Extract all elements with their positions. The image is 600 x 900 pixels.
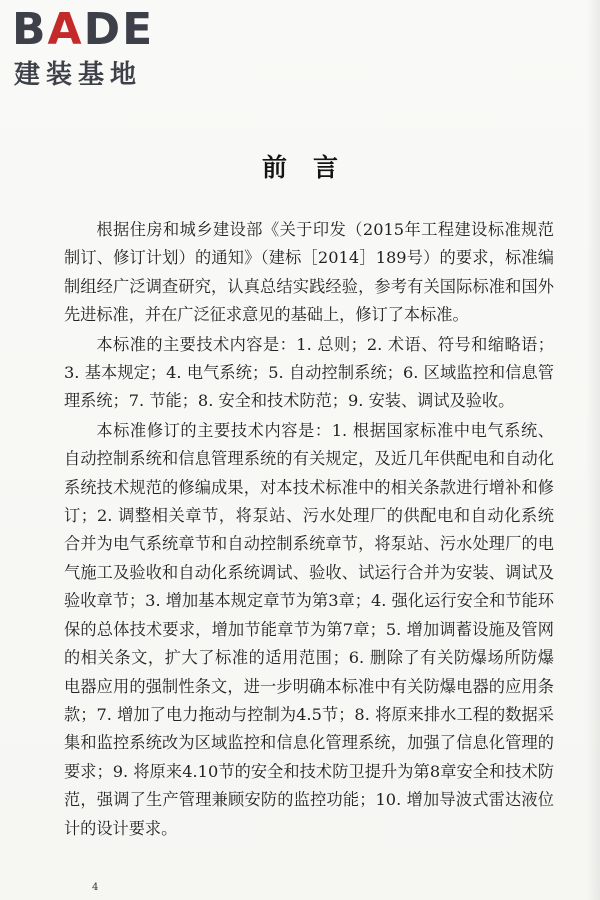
logo-subtitle: 建装基地 [14,60,143,90]
bade-logo [12,6,182,96]
paragraph-main-content: 本标准的主要技术内容是：1. 总则；2. 术语、符号和缩略语；3. 基本规定；4. 电气系统；5. 自动控制系统；6. 区域监控和信息管理系统；7. 节能；8. 安全和技术防范；9. 安装、调试及验收。 [64,334,554,411]
logo-letter-b: B [12,4,48,55]
page-number: 4 [92,882,99,893]
logo-wordmark [12,6,154,54]
paragraph-revisions: 本标准修订的主要技术内容是：1. 根据国家标准中电气系统、自动控制系统和信息管理系统的有关规定，及近几年供配电和自动化系统技术规范的修编成果，对本技术标准中的相关条款进行增补和修订；2. 调整相关章节，将泵站、污水处理厂的供配电和自动化系统合并为电气系统章节和自动控制系统章节，将泵站、污水处理厂的电气施工及验收和自动化系统调试、验收、试运行合并为安装、调试及验收章节；3. 增加基本规定章节为第3章；4. 强化运行安全和节能环保的总体技术要求，增加节能章节为第7章；5. 增加调蓄设施及管网的相关条文，扩大了标准的适用范围；6. 删除了有关防爆场所防爆电器应用的强制性条文，进一步明确本标准中有关防爆电器的应用条款；7. 增加了电力拖动与控制为4.5节；8. 将原来排水工程的数据采集和监控系统改为区域监控和信息化管理系统，加强了信息化管理的要求；9. 将原来4.10节的安全和技术防卫提升为第8章安全和技术防范，强调了生产管理兼顾安防的监控功能；10. 增加导波式雷达液位计的设计要求。 [64,420,554,838]
body-text [64,216,554,844]
page-edge-shadow [586,0,600,900]
logo-letters-de: DE [83,4,155,55]
logo-letter-a: A [47,4,84,55]
page-title: 前言 [261,153,364,182]
paragraph-basis: 根据住房和城乡建设部《关于印发（2015年工程建设标准规范制订、修订计划）的通知》（建标［2014］189号）的要求，标准编制组经广泛调查研究，认真总结实践经验，参考有关国际标准和国外先进标准，并在广泛征求意见的基础上，修订了本标准。 [64,220,554,325]
